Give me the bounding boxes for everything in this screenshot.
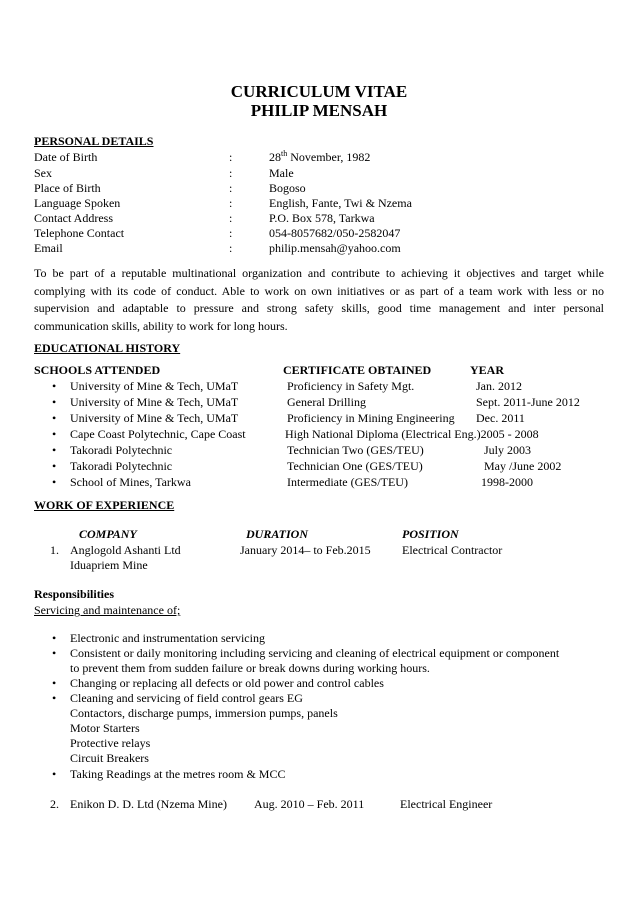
year-value: July 2003 (484, 443, 532, 457)
personal-value[interactable] (269, 241, 401, 256)
school-name: Cape Coast Polytechnic, Cape Coast (70, 427, 246, 441)
school-name: University of Mine & Tech, UMaT (70, 379, 239, 393)
personal-value-text: 28 (269, 150, 281, 164)
year-value: May /June 2002 (484, 459, 562, 473)
bullet-icon: • (52, 691, 57, 705)
candidate-name: PHILIP MENSAH (250, 101, 388, 120)
certificate-column-header: CERTIFICATE OBTAINED (283, 363, 432, 377)
bullet-icon: • (52, 395, 57, 409)
certificate-name: High National Diploma (Electrical Eng.)2005 - 2008 (285, 427, 539, 441)
personal-label: Contact Address (34, 211, 113, 225)
personal-value-text: P.O. Box 578, Tarkwa (269, 211, 375, 225)
bullet-icon: • (52, 676, 57, 690)
responsibilities-heading: Responsibilities (34, 587, 115, 601)
certificate-name: General Drilling (287, 395, 366, 409)
job-duration: January 2014– to Feb.2015 (240, 543, 371, 557)
job-number: 1. (50, 543, 59, 557)
objective-paragraph: To be part of a reputable multinational organization and contribute to achieving it objectives and target while complying with its code of conduct. Able to work on own initiatives or as part of a team work with less or no supervision and adaptable to pressure and strong safety skills, good time management and inter personal communication skills, ability to work for long hours. (34, 266, 604, 333)
personal-details-heading: PERSONAL DETAILS (34, 134, 154, 148)
personal-label: Sex (34, 166, 52, 180)
job-company-site: Iduapriem Mine (70, 558, 148, 572)
responsibility-item: Protective relays (70, 736, 151, 750)
ordinal-suffix: th (281, 149, 288, 158)
year-value: Dec. 2011 (476, 411, 525, 425)
responsibility-item: Circuit Breakers (70, 751, 149, 765)
personal-value (269, 150, 370, 165)
year-value: 1998-2000 (481, 475, 533, 489)
bullet-icon: • (52, 379, 57, 393)
year-column-header: YEAR (470, 363, 505, 377)
responsibility-item: Motor Starters (70, 721, 140, 735)
bullet-icon: • (52, 443, 57, 457)
personal-colon: : (229, 166, 233, 180)
personal-value (269, 226, 400, 241)
personal-value-rest: November, 1982 (287, 150, 371, 164)
work-experience-heading: WORK OF EXPERIENCE (34, 498, 175, 512)
job-position: Electrical Engineer (400, 797, 493, 811)
responsibility-item: Cleaning and servicing of field control gears EG (70, 691, 303, 705)
school-name: University of Mine & Tech, UMaT (70, 395, 239, 409)
job-duration: Aug. 2010 – Feb. 2011 (254, 797, 365, 811)
personal-value-text: English, Fante, Twi & Nzema (269, 196, 412, 210)
schools-column-header: SCHOOLS ATTENDED (34, 363, 161, 377)
bullet-icon: • (52, 427, 57, 441)
personal-colon: : (229, 241, 233, 255)
duration-column-header: DURATION (246, 527, 309, 541)
personal-colon: : (229, 196, 233, 210)
bullet-icon: • (52, 767, 57, 781)
job-position: Electrical Contractor (402, 543, 503, 557)
year-value: Jan. 2012 (476, 379, 522, 393)
bullet-icon: • (52, 475, 57, 489)
responsibility-item: Changing or replacing all defects or old power and control cables (70, 676, 384, 690)
personal-colon: : (229, 181, 233, 195)
responsibility-item: Electronic and instrumentation servicing (70, 631, 265, 645)
certificate-name: Intermediate (GES/TEU) (287, 475, 408, 489)
bullet-icon: • (52, 631, 57, 645)
cv-title: CURRICULUM VITAE (230, 82, 408, 101)
school-name: Takoradi Polytechnic (70, 443, 173, 457)
personal-value (269, 211, 375, 226)
certificate-name: Proficiency in Mining Engineering (287, 411, 455, 425)
job-company: Enikon D. D. Ltd (Nzema Mine) (70, 797, 227, 811)
responsibility-item: Consistent or daily monitoring including servicing and cleaning of electrical equipment or component (70, 646, 560, 660)
job-number: 2. (50, 797, 59, 811)
personal-colon: : (229, 211, 233, 225)
bullet-icon: • (52, 646, 57, 660)
personal-value (269, 166, 294, 181)
personal-label: Email (34, 241, 63, 255)
personal-label: Place of Birth (34, 181, 101, 195)
bullet-icon: • (52, 459, 57, 473)
responsibility-item: Contactors, discharge pumps, immersion pumps, panels (70, 706, 338, 720)
job-company: Anglogold Ashanti Ltd (70, 543, 181, 557)
personal-value-text: 054-8057682/050-2582047 (269, 226, 401, 240)
bullet-icon: • (52, 411, 57, 425)
position-column-header: POSITION (402, 527, 459, 541)
school-name: School of Mines, Tarkwa (70, 475, 191, 489)
certificate-name: Technician One (GES/TEU) (287, 459, 423, 473)
certificate-name: Proficiency in Safety Mgt. (287, 379, 415, 393)
personal-colon: : (229, 150, 233, 164)
personal-value (269, 181, 306, 196)
year-value: Sept. 2011-June 2012 (476, 395, 580, 409)
school-name: Takoradi Polytechnic (70, 459, 173, 473)
responsibility-item: Taking Readings at the metres room & MCC (70, 767, 286, 781)
responsibility-item: to prevent them from sudden failure or break downs during working hours. (70, 661, 430, 675)
school-name: University of Mine & Tech, UMaT (70, 411, 239, 425)
personal-label: Date of Birth (34, 150, 98, 164)
responsibilities-subheading: Servicing and maintenance of; (34, 603, 181, 617)
personal-label: Telephone Contact (34, 226, 125, 240)
educational-history-heading: EDUCATIONAL HISTORY (34, 341, 181, 355)
personal-value-text: Male (269, 166, 294, 180)
personal-label: Language Spoken (34, 196, 121, 210)
company-column-header: COMPANY (79, 527, 137, 541)
personal-value-text: Bogoso (269, 181, 306, 195)
certificate-name: Technician Two (GES/TEU) (287, 443, 424, 457)
personal-value (269, 196, 412, 211)
personal-colon: : (229, 226, 233, 240)
personal-value-text: philip.mensah@yahoo.com (269, 241, 401, 255)
